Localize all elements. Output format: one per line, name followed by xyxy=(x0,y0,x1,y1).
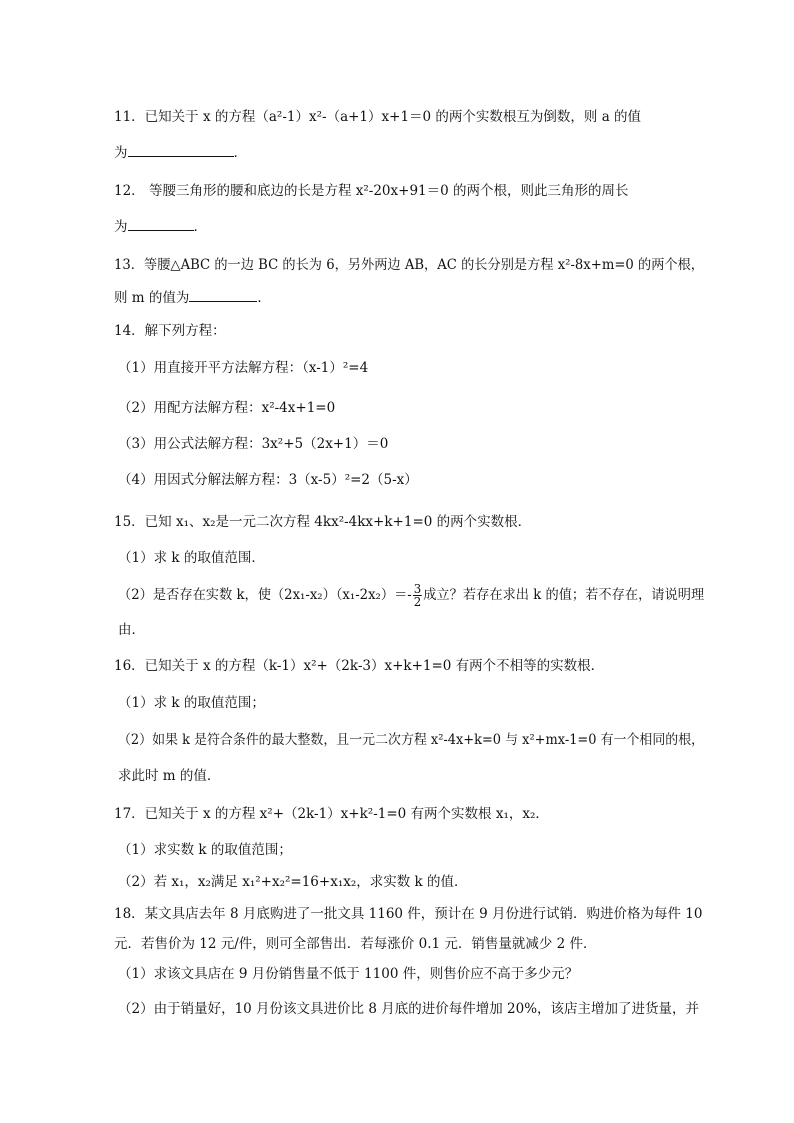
q13-line1: 13．等腰△ABC 的一边 BC 的长为 6，另外两边 AB，AC 的长分别是方程 x²-8x+m=0 的两个根， xyxy=(114,257,705,273)
q18-line1: 18．某文具店去年 8 月底购进了一批文具 1160 件，预计在 9 月份进行试销．购进价格为每件 10 xyxy=(114,906,703,922)
q16-item-2-cont: 求此时 m 的值． xyxy=(118,768,221,784)
q12-prefix: 为 xyxy=(114,219,128,235)
q18-item-1: （1）求该文具店在 9 月份销售量不低于 1100 件，则售价应不高于多少元？ xyxy=(118,966,579,982)
q16-item-2: （2）如果 k 是符合条件的最大整数，且一元二次方程 x²-4x+k=0 与 x²+mx-1=0 有一个相同的根， xyxy=(118,732,705,748)
q11-prefix: 为 xyxy=(114,145,128,161)
fraction-denominator: 2 xyxy=(413,595,422,609)
q16-title: 16．已知关于 x 的方程（k-1）x²+（2k-3）x+k+1=0 有两个不相等的实数根． xyxy=(114,658,605,674)
q15-item-2-prefix: （2）是否存在实数 k，使（2x₁-x₂）（x₁-2x₂）＝- xyxy=(118,587,412,603)
q11-answer-blank[interactable] xyxy=(128,144,234,157)
q14-item-1: （1）用直接开平方法解方程：（x-1）²=4 xyxy=(118,360,369,376)
q13-prefix: 则 m 的值为 xyxy=(114,290,190,306)
fraction xyxy=(413,583,422,608)
q11-line2 xyxy=(114,144,247,162)
q17-item-1: （1）求实数 k 的取值范围； xyxy=(118,842,292,858)
q17-item-2: （2）若 x₁，x₂满足 x₁²+x₂²=16+x₁x₂，求实数 k 的值． xyxy=(118,874,468,890)
fraction-numerator: 3 xyxy=(413,582,422,596)
q12-answer-blank[interactable] xyxy=(128,218,194,231)
q15-item-1: （1）求 k 的取值范围． xyxy=(118,550,265,566)
q15-title: 15．已知 x₁、x₂是一元二次方程 4kx²-4kx+k+1=0 的两个实数根． xyxy=(114,514,532,530)
q13-suffix: ． xyxy=(257,290,271,306)
q13-answer-blank[interactable] xyxy=(189,289,257,302)
q18-line2: 元．若售价为 12 元/件，则可全部售出．若每涨价 0.1 元．销售量就减少 2 件． xyxy=(114,936,597,952)
q13-line2 xyxy=(114,289,271,307)
q14-item-2: （2）用配方法解方程：x²-4x+1=0 xyxy=(118,400,336,416)
q14-title: 14．解下列方程： xyxy=(114,323,226,339)
q18-item-2: （2）由于销量好，10 月份该文具进价比 8 月底的进价每件增加 20%，该店主增加了进货量，并 xyxy=(118,1001,700,1017)
q14-item-3: （3）用公式法解方程：3x²+5（2x+1）＝0 xyxy=(118,436,389,452)
q12-line2 xyxy=(114,218,207,236)
q15-item-2-suffix: 成立？若存在求出 k 的值；若不存在，请说明理 xyxy=(423,587,705,603)
q11-suffix: ． xyxy=(233,145,247,161)
q17-title: 17．已知关于 x 的方程 x²+（2k-1）x+k²-1=0 有两个实数根 x₁，x₂． xyxy=(114,806,549,822)
q11-line1: 11．已知关于 x 的方程（a²-1）x²-（a+1）x+1＝0 的两个实数根互为倒数，则 a 的值 xyxy=(114,109,642,125)
q15-item-2-cont: 由． xyxy=(118,622,145,638)
q16-item-1: （1）求 k 的取值范围； xyxy=(118,695,265,711)
q14-item-4: （4）用因式分解法解方程：3（x-5）²=2（5-x） xyxy=(118,472,418,488)
q12-line1: 12． 等腰三角形的腰和底边的长是方程 x²-20x+91＝0 的两个根，则此三角形的周长 xyxy=(114,183,629,199)
q15-item-2 xyxy=(118,583,704,608)
q12-suffix: ． xyxy=(193,219,207,235)
